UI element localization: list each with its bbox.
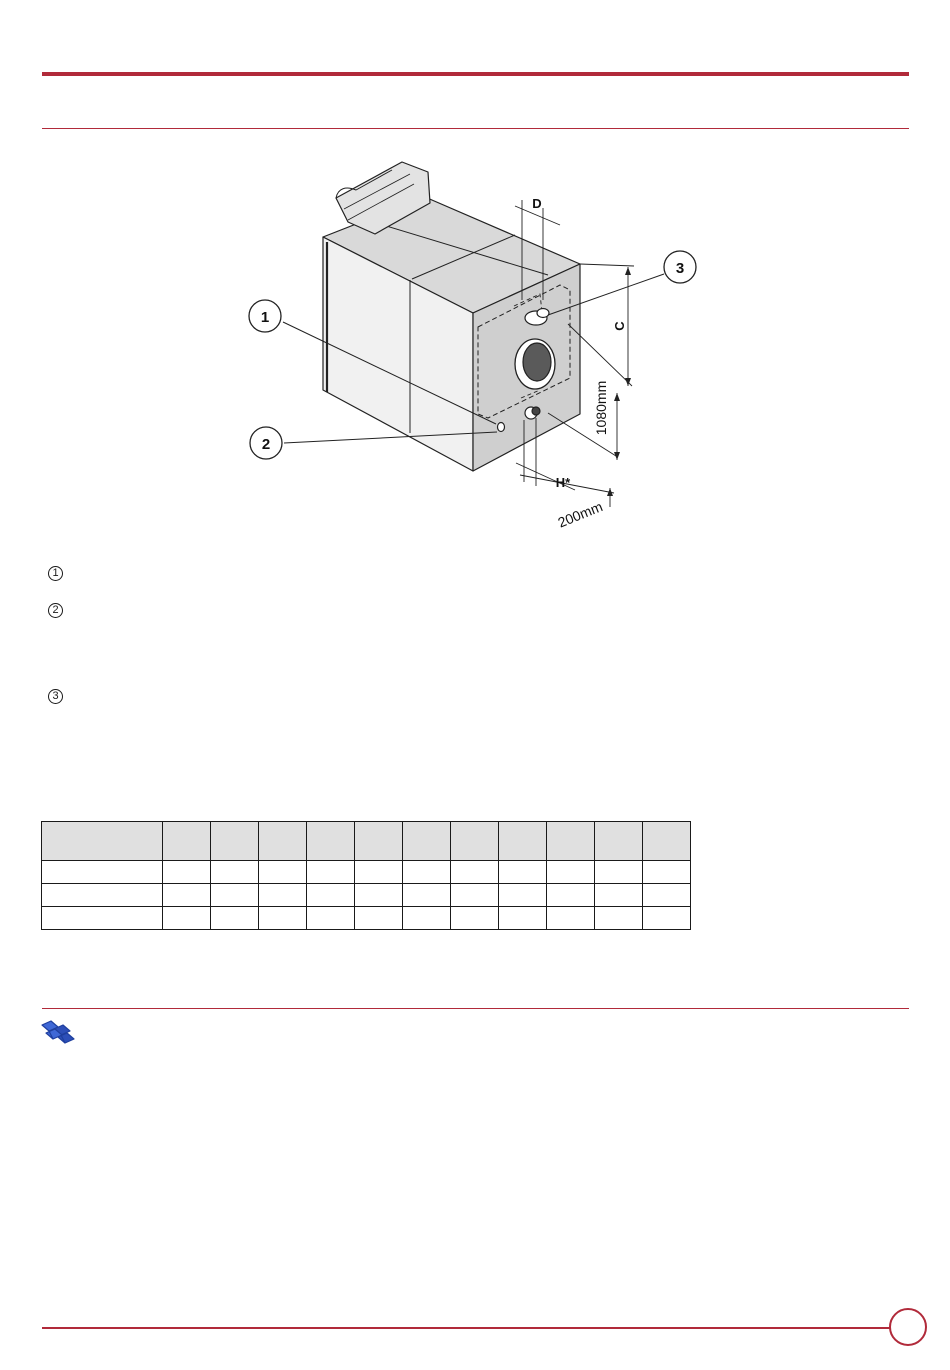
table-header-cell [307,822,355,861]
table-cell [451,861,499,884]
callout-3-label: 3 [675,260,685,277]
table-header-cell [643,822,691,861]
table-header-cell [499,822,547,861]
table-cell [451,884,499,907]
table-cell [211,861,259,884]
table-header-cell [547,822,595,861]
table-cell [547,861,595,884]
table-cell [259,907,307,930]
table-cell [595,861,643,884]
legend-item-2 [48,603,73,618]
table-cell [547,907,595,930]
legend-item-3 [48,689,73,704]
table-row [42,861,691,884]
table-cell [163,907,211,930]
table-cell [259,861,307,884]
table-header-cell [259,822,307,861]
table-cell [643,861,691,884]
table-cell [547,884,595,907]
table-cell [259,884,307,907]
table-cell [451,907,499,930]
table-cell [211,884,259,907]
table-cell [163,861,211,884]
dimension-h-label: H* [555,475,571,490]
boiler-dimension-diagram [0,0,950,560]
table-cell [42,861,163,884]
table-cell [355,861,403,884]
table-cell [643,907,691,930]
legend-item-1 [48,566,73,581]
callout-2 [250,427,282,459]
table-cell [403,861,451,884]
book-icon [40,1019,80,1047]
table-header-cell [355,822,403,861]
table-cell [499,884,547,907]
table-cell [643,884,691,907]
table-header-cell [595,822,643,861]
table-cell [595,907,643,930]
table-cell [499,907,547,930]
reference-rule [42,1008,909,1009]
table-header-row [42,822,691,861]
table-cell [403,884,451,907]
callout-3 [664,251,696,283]
footer-rule [42,1327,890,1329]
table-cell [42,884,163,907]
table-cell [307,884,355,907]
callout-2-label: 2 [261,436,271,453]
table-cell [499,861,547,884]
table-cell [163,884,211,907]
table-header-cell [211,822,259,861]
dimension-d-label: D [532,196,542,211]
table-cell [307,907,355,930]
page-number-badge [889,1308,927,1346]
dimensions-table [41,821,691,930]
table-header-cell [42,822,163,861]
dimension-c-label: C [612,321,627,331]
dimension-base-label: 200mm [555,498,605,531]
legend-symbol-2: 2 [48,603,63,618]
callout-1 [249,300,281,332]
table-header-cell [163,822,211,861]
table-header-cell [403,822,451,861]
table-cell [355,907,403,930]
dimension-height-label: 1080mm [593,380,609,436]
table-row [42,884,691,907]
table-cell [403,907,451,930]
table-row [42,907,691,930]
callout-1-label: 1 [260,309,270,326]
legend-symbol-3: 3 [48,689,63,704]
legend-symbol-1: 1 [48,566,63,581]
table-cell [42,907,163,930]
table-cell [595,884,643,907]
table-cell [307,861,355,884]
table-cell [211,907,259,930]
table-header-cell [451,822,499,861]
table-cell [355,884,403,907]
